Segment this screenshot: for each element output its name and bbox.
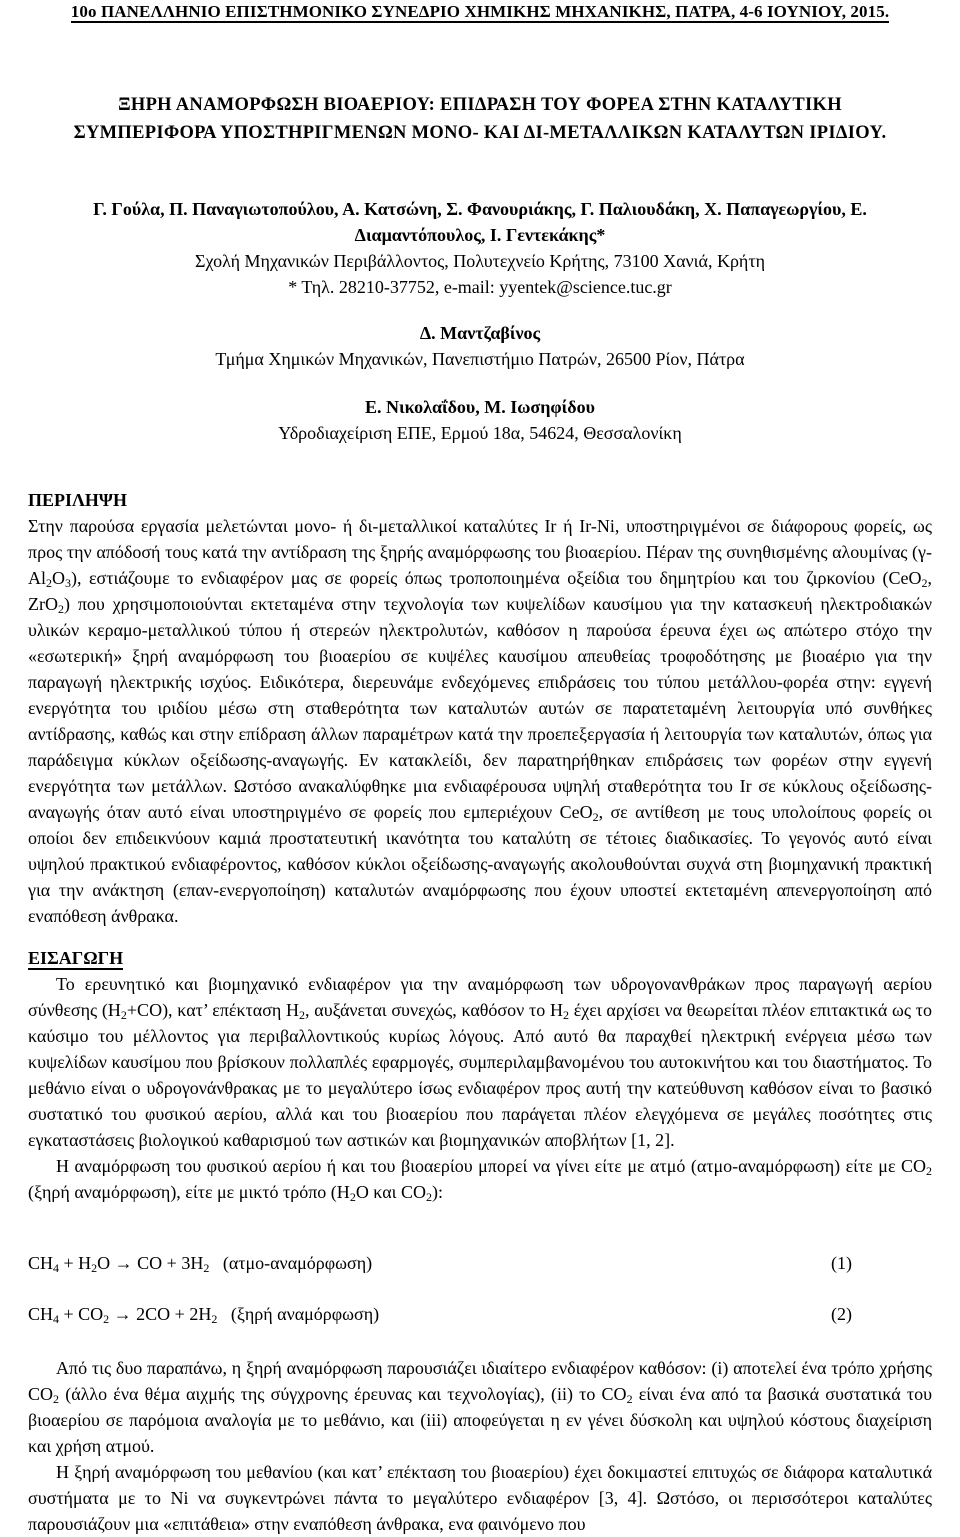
intro-paragraph-2: Η αναμόρφωση του φυσικού αερίου ή και του βιοαερίου μπορεί να γίνει είτε με ατμό (ατμο-αναμόρφωση) είτε με $CO_2$ (ξηρή αναμόρφωση), είτε με μικτό τρόπο ($H_2O$ και $CO_2$): [28,1156,932,1204]
affiliation-1: Σχολή Μηχανικών Περιβάλλοντος, Πολυτεχνείο Κρήτης, 73100 Χανιά, Κρήτη [195,251,765,271]
authors-line-1: Γ. Γούλα, Π. Παναγιωτοπούλου, Α. Κατσώνη, Σ. Φανουριάκης, Γ. Παλιουδάκη, Χ. Παπαγεωργίου, Ε. [93,199,867,219]
title-line-1: ΞΗΡΗ ΑΝΑΜΟΡΦΩΣΗ ΒΙΟΑΕΡΙΟΥ: ΕΠΙΔΡΑΣΗ ΤΟΥ ΦΟΡΕΑ ΣΤΗΝ ΚΑΤΑΛΥΤΙΚΗ [118,95,842,115]
abstract-heading: ΠΕΡΙΛΗΨΗ [28,490,127,510]
intro-heading: ΕΙΣΑΓΩΓΗ [28,948,124,968]
equation-1-label: (ατμο-αναμόρφωση) [222,1253,373,1273]
equation-2: $CH_4 + CO_2 \to 2CO + 2H_2$ (ξηρή αναμόρφωση) (2) [28,1304,852,1326]
equation-1-number: (1) [831,1253,852,1273]
equation-1: $CH_4 + H_2O$ → CO + $3H_2$ (ατμο-αναμόρφωση) (1) [28,1253,852,1275]
abstract-text: Στην παρούσα εργασία μελετώνται μονο- ή δι-μεταλλικοί καταλύτες Ir ή Ir-Ni, υποστηριγμένοι σε διάφορους φορείς, ως προς την απόδοσή τους κατά την αντίδραση της ξηρής αναμόρφωσης του βιοαερίου. Πέραν της συνηθισμένης αλουμίνας $(\gamma-Al_2O_3)$, εστιάζουμε το ενδιαφέρον μας σε φορείς όπως τροποποιημένα οξείδια του δημητρίου και του ζιρκονίου (CeO$_2$, ZrO$_2$) που χρησιμοποιούνται εκτεταμένα στην τεχνολογία των κυψελίδων καυσίμου για την κατασκευή ηλεκτροδιακών υλικών κεραμο-μεταλλικού τύπου ή στερεών ηλεκτρολυτών, καθόσον η παρούσα έρευνα έχει ως απώτερο στόχο την «εσωτερική» ξηρή αναμόρφωση του βιοαερίου σε κυψέλες καυσίμου απευθείας τροφοδότησης με βιοαέριο για την παραγωγή ηλεκτρικής ισχύος. Ειδικότερα, διερευνάμε ενδεχόμενες επιδράσεις του τύπου μετάλλου-φορέα στην: εγγενή ενεργότητα του ιριδίου μέσω στη σταθερότητα των καταλυτών αυτών σε παρατεταμένη λειτουργία υπό συνθήκες αντίδρασης, καθώς και στην επίδραση άλλων παραμέτρων κατά την προεπεξεργασία ή λειτουργία των καταλυτών, όπως για παράδειγμα κύκλων οξείδωσης-αναγωγής. Εν κατακλείδι, δεν παρατηρήθηκαν επιδράσεις των φορέων στην εγγενή ενεργότητα των μετάλλων. Ωστόσο ανακαλύφθηκε μια ενδιαφέρουσα υψηλή σταθερότητα του Ir σε κύκλους οξείδωσης-αναγωγής όταν αυτό είναι υποστηριγμένο σε φορείς που εμπεριέχουν CeO$_2$, σε αντίθεση με τους υπολοίπους φορείς οι οποίοι δεν επιδεικνύουν καμιά προστατευτική ικανότητα του καταλύτη σε τέτοιες διαδικασίες. Το γεγονός αυτό είναι υψηλού πρακτικού ενδιαφέροντος, καθόσον κύκλοι οξείδωσης-αναγωγής ακολουθούνται συχνά στη βιομηχανική πρακτική για την ανάκτηση (επαν-ενεργοποίηση) καταλυτών αναμόρφωσης που έχουν υποστεί εκτεταμένη απενεργοποίηση από εναπόθεση άνθρακα. [28,516,932,926]
introduction-section [28,945,932,1205]
affiliation-2: Τμήμα Χημικών Μηχανικών, Πανεπιστήμιο Πατρών, 26500 Ρίον, Πάτρα [215,349,745,369]
conference-header: 10ο ΠΑΝΕΛΛΗΝΙΟ ΕΠΙΣΤΗΜΟΝΙΚΟ ΣΥΝΕΔΡΙΟ ΧΗΜΙΚΗΣ ΜΗΧΑΝΙΚΗΣ, ΠΑΤΡΑ, 4-6 ΙΟΥΝΙΟΥ, 2015. [70,2,890,21]
paper-title [0,91,960,147]
abstract-section [28,487,932,929]
equation-2-label: (ξηρή αναμόρφωση) [230,1304,380,1324]
introduction-continued [28,1355,932,1537]
author-2: Δ. Μαντζαβίνος [419,323,541,343]
affiliation-3: Υδροδιαχείριση ΕΠΕ, Ερμού 18α, 54624, Θεσσαλονίκη [278,423,682,443]
authors-line-2: Διαμαντόπουλος, Ι. Γεντεκάκης* [354,225,606,245]
contact-info: * Τηλ. 28210-37752, e-mail: yyentek@science.tuc.gr [288,277,672,297]
title-line-2: ΣΥΜΠΕΡΙΦΟΡΑ ΥΠΟΣΤΗΡΙΓΜΕΝΩΝ ΜΟΝΟ- ΚΑΙ ΔΙ-ΜΕΤΑΛΛΙΚΩΝ ΚΑΤΑΛΥΤΩΝ ΙΡΙΔΙΟΥ. [73,123,887,143]
intro-paragraph-4: Η ξηρή αναμόρφωση του μεθανίου (και κατ’ επέκταση του βιοαερίου) έχει δοκιμαστεί επιτυχώς σε διάφορα καταλυτικά συστήματα με το Ni να συγκεντρώνει πάντα το μεγαλύτερο ενδιαφέρον [3, 4]. Ωστόσο, οι περισσότεροι καταλύτες παρουσιάζουν μια «επιτάθεια» στην εναπόθεση άνθρακα, ενα φαινόμενο που [28,1462,932,1534]
equation-2-number: (2) [831,1304,852,1324]
intro-paragraph-1: Το ερευνητικό και βιομηχανικό ενδιαφέρον για την αναμόρφωση των υδρογονανθράκων προς παραγωγή αερίου σύνθεσης $(H_2+CO)$, κατ’ επέκταση $H_2$, αυξάνεται συνεχώς, καθόσον το $H_2$ έχει αρχίσει να θεωρείται πλέον επιτακτικά ως το καύσιμο του μέλλοντος για περιβαλλοντικούς κυρίως λόγους. Από αυτό θα παραχθεί ηλεκτρική ενέργεια μέσω των κυψελίδων καυσίμου που βρίσκουν πολλαπλές εφαρμογές, συμπεριλαμβανομένου του αυτοκινήτου και του διαστήματος. Το μεθάνιο είναι ο υδρογονάνθρακας με το μεγαλύτερο ίσως ενδιαφέρον προς αυτή την κατεύθυνση καθόσον είναι το βασικό συστατικό του φυσικού αερίου, αλλά και του βιοαερίου που παράγεται πλέον ελεγχόμενα σε μεγάλες ποσότητες στις εγκαταστάσεις βιολογικού καθαρισμού των αστικών και βιομηχανικών αποβλήτων [1, 2]. [28,974,932,1150]
intro-paragraph-3: Από τις δυο παραπάνω, η ξηρή αναμόρφωση παρουσιάζει ιδιαίτερο ενδιαφέρον καθόσον: (i) αποτελεί ένα τρόπο χρήσης $CO_2$ (άλλο ένα θέμα αιχμής της σύγχρονης έρευνας και τεχνολογίας), (ii) το $CO_2$ είναι ένα από τα βασικά συστατικά του βιοαερίου σε παρόμοια αναλογία με το μεθάνιο, και (iii) αποφεύγεται η εν γένει δύσκολη και υψηλού κόστους διαχείριση και χρήση ατμού. [28,1358,932,1456]
author-3: Ε. Νικολαΐδου, Μ. Ιωσηφίδου [365,397,595,417]
